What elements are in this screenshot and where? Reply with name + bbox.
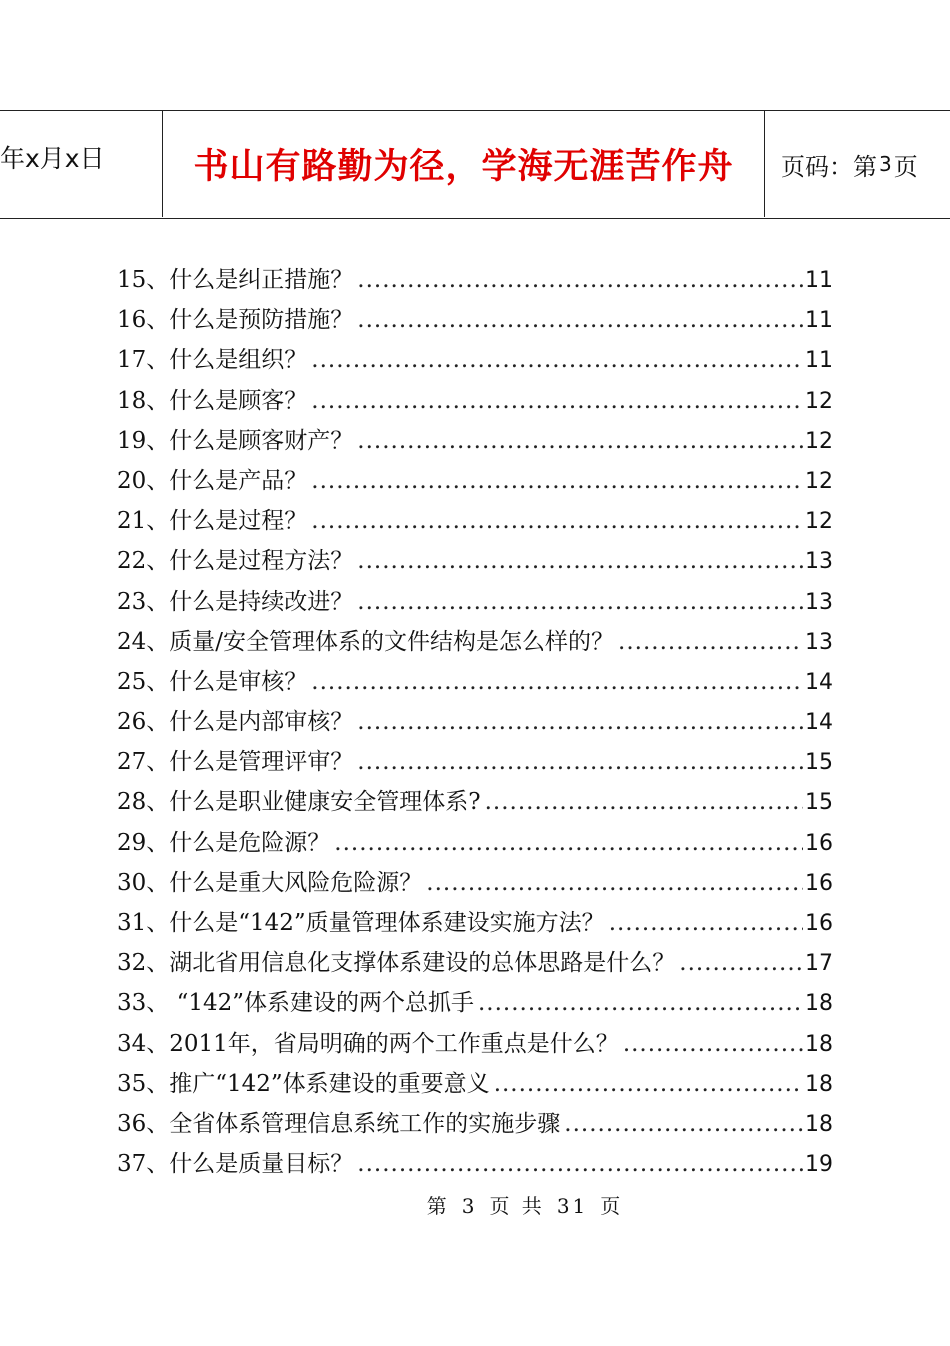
toc-entry[interactable] <box>117 382 833 422</box>
header-page-value: 3 <box>879 152 892 176</box>
toc-entry[interactable] <box>117 1145 833 1185</box>
toc-entry-page: 19 <box>805 1152 833 1178</box>
toc-leader-dots <box>357 548 803 574</box>
toc-leader-dots <box>357 709 803 735</box>
toc-entry[interactable] <box>117 341 833 381</box>
toc-leader-dots <box>334 830 803 856</box>
toc-leader-dots <box>564 1111 803 1137</box>
toc-entry-label: 21、什么是过程？ <box>117 508 308 535</box>
toc-leader-dots <box>357 589 803 615</box>
toc-entry-label: 32、湖北省用信息化支撑体系建设的总体思路是什么？ <box>117 950 676 977</box>
toc-leader-dots <box>357 307 803 333</box>
header-motto: 书山有路勤为径，学海无涯苦作舟 <box>162 111 765 217</box>
toc-entry[interactable] <box>117 1025 833 1065</box>
toc-leader-dots <box>609 910 803 936</box>
toc-entry[interactable] <box>117 462 833 502</box>
toc-entry-label: 31、什么是“142”质量管理体系建设实施方法？ <box>117 910 605 936</box>
toc-entry[interactable] <box>117 623 833 663</box>
toc-entry-page: 16 <box>805 830 833 856</box>
toc-entry[interactable] <box>117 783 833 823</box>
toc-entry-label: 24、质量/安全管理体系的文件结构是怎么样的？ <box>117 628 615 655</box>
toc-entry-label: 34、2011年，省局明确的两个工作重点是什么？ <box>117 1030 619 1057</box>
toc-entry-page: 13 <box>805 549 833 575</box>
toc-entry-page: 18 <box>805 1111 833 1137</box>
toc-entry-label: 19、什么是顾客财产？ <box>117 427 354 454</box>
toc-entry[interactable] <box>117 502 833 542</box>
toc-entry[interactable] <box>117 663 833 703</box>
toc-entry-label: 37、什么是质量目标？ <box>117 1151 354 1178</box>
toc-entry-page: 18 <box>805 991 833 1017</box>
toc-entry[interactable] <box>117 944 833 984</box>
page-header <box>0 110 950 219</box>
header-page-prefix: 页码：第 <box>781 152 877 181</box>
toc-leader-dots <box>357 267 803 293</box>
toc-entry-label: 25、什么是审核？ <box>117 668 308 695</box>
toc-entry-label: 20、什么是产品？ <box>117 467 308 494</box>
toc-entry-label: 30、什么是重大风险危险源？ <box>117 869 423 896</box>
toc-leader-dots <box>478 990 803 1016</box>
toc-entry-page: 15 <box>805 750 833 776</box>
toc-entry-label: 22、什么是过程方法？ <box>117 548 354 575</box>
toc-entry[interactable] <box>117 583 833 623</box>
footer-prefix: 第 <box>426 1194 450 1218</box>
footer-suffix: 页 <box>600 1194 624 1218</box>
toc-entry[interactable] <box>117 301 833 341</box>
toc-entry-page: 13 <box>805 589 833 615</box>
header-page-number <box>765 111 950 217</box>
toc-entry-page: 13 <box>805 629 833 655</box>
toc-entry-page: 14 <box>805 710 833 736</box>
toc-entry[interactable] <box>117 904 833 944</box>
page-footer <box>0 1190 950 1219</box>
toc-entry-page: 18 <box>805 1031 833 1057</box>
toc-entry-label: 18、什么是顾客？ <box>117 387 308 414</box>
toc-entry[interactable] <box>117 1105 833 1145</box>
toc-entry-label: 28、什么是职业健康安全管理体系? <box>117 789 481 816</box>
toc-entry-page: 11 <box>805 348 833 374</box>
toc-entry-label: 29、什么是危险源？ <box>117 829 331 856</box>
toc-leader-dots <box>623 1031 803 1057</box>
toc-entry-label: 35、推广“142”体系建设的重要意义 <box>117 1070 490 1097</box>
toc-leader-dots <box>357 1151 803 1177</box>
toc-entry-page: 11 <box>805 268 833 293</box>
toc-entry[interactable] <box>117 864 833 904</box>
toc-entry[interactable] <box>117 542 833 582</box>
toc-leader-dots <box>311 468 803 494</box>
toc-entry-label: 23、什么是持续改进？ <box>117 588 354 615</box>
footer-total-pages: 31 <box>556 1194 589 1218</box>
toc-entry-page: 12 <box>805 388 833 414</box>
toc-entry[interactable] <box>117 1065 833 1105</box>
toc-entry-page: 12 <box>805 468 833 494</box>
toc-entry[interactable] <box>117 703 833 743</box>
toc-leader-dots <box>311 669 803 695</box>
toc-entry-page: 14 <box>805 669 833 695</box>
footer-current-page: 3 <box>461 1194 478 1218</box>
toc-leader-dots <box>311 508 803 534</box>
toc-leader-dots <box>618 629 803 655</box>
toc-entry-label: 26、什么是内部审核？ <box>117 709 354 736</box>
toc-leader-dots <box>426 870 803 896</box>
toc-entry-page: 17 <box>805 951 833 977</box>
toc-entry-page: 16 <box>805 911 833 936</box>
toc-leader-dots <box>311 347 803 373</box>
toc-leader-dots <box>494 1071 803 1097</box>
table-of-contents <box>117 261 833 1185</box>
toc-entry[interactable] <box>117 261 833 301</box>
toc-entry-page: 12 <box>805 428 833 454</box>
header-page-suffix: 页 <box>893 152 918 181</box>
toc-entry-page: 15 <box>805 790 833 816</box>
toc-entry-label: 27、什么是管理评审？ <box>117 749 354 776</box>
toc-entry-page: 11 <box>805 308 833 334</box>
toc-entry-page: 16 <box>805 870 833 896</box>
toc-entry[interactable] <box>117 743 833 783</box>
toc-leader-dots <box>311 388 803 414</box>
toc-entry[interactable] <box>117 824 833 864</box>
toc-leader-dots <box>357 428 803 454</box>
toc-entry-label: 15、什么是纠正措施？ <box>117 267 354 293</box>
toc-entry[interactable] <box>117 984 833 1024</box>
toc-leader-dots <box>485 789 803 815</box>
toc-entry[interactable] <box>117 422 833 462</box>
toc-entry-label: 17、什么是组织？ <box>117 347 308 374</box>
footer-middle: 页 共 <box>489 1194 545 1218</box>
header-date: 年x月x日 <box>0 144 105 173</box>
toc-entry-label: 16、什么是预防措施？ <box>117 307 354 334</box>
toc-entry-page: 12 <box>805 509 833 535</box>
toc-leader-dots <box>679 950 803 976</box>
toc-entry-label: 36、全省体系管理信息系统工作的实施步骤 <box>117 1110 561 1137</box>
toc-entry-label: 33、 “142”体系建设的两个总抓手 <box>117 990 474 1017</box>
toc-leader-dots <box>357 749 803 775</box>
toc-entry-page: 18 <box>805 1071 833 1097</box>
